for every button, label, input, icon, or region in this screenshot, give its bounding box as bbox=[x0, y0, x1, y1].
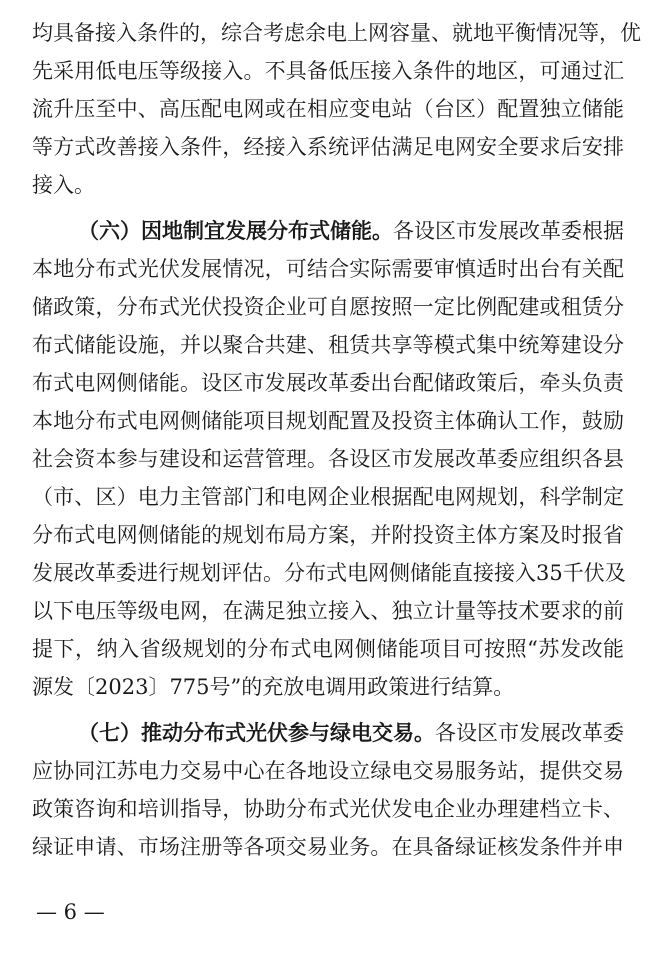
text-line bbox=[32, 714, 624, 752]
section-heading-6: （六）因地制宜发展分布式储能。 bbox=[78, 219, 393, 243]
text-line: 布式储能设施，并以聚合共建、租赁共享等模式集中统筹建设分 bbox=[32, 333, 624, 357]
page-number: — 6 — bbox=[36, 900, 105, 924]
section-heading-7: （七）推动分布式光伏参与绿电交易。 bbox=[78, 721, 435, 745]
paragraph-3 bbox=[32, 714, 624, 866]
text-line: 社会资本参与建设和运营管理。各设区市发展改革委应组织各县 bbox=[32, 447, 624, 471]
text-line: 接入。 bbox=[32, 173, 95, 197]
text-line: 均具备接入条件的，综合考虑余电上网容量、就地平衡情况等，优 bbox=[32, 21, 641, 45]
text-line: （市、区）电力主管部门和电网企业根据配电网规划，科学制定 bbox=[32, 485, 624, 509]
text-line: 绿证申请、市场注册等各项交易业务。在具备绿证核发条件并申 bbox=[32, 835, 624, 859]
text-line: 政策咨询和培训指导，协助分布式光伏发电企业办理建档立卡、 bbox=[32, 797, 624, 821]
text-span: 各设区市发展改革委根据 bbox=[393, 219, 624, 243]
text-line: 提下，纳入省级规划的分布式电网侧储能项目可按照“苏发改能 bbox=[32, 637, 624, 661]
text-line: 布式电网侧储能。设区市发展改革委出台配储政策后，牵头负责 bbox=[32, 371, 624, 395]
text-line: 源发〔2023〕775号”的充放电调用政策进行结算。 bbox=[32, 675, 515, 699]
document-page bbox=[32, 14, 641, 866]
paragraph-2 bbox=[32, 212, 624, 706]
text-line: 本地分布式电网侧储能项目规划配置及投资主体确认工作，鼓励 bbox=[32, 409, 624, 433]
text-line: 本地分布式光伏发展情况，可结合实际需要审慎适时出台有关配 bbox=[32, 257, 624, 281]
text-line: 分布式电网侧储能的规划布局方案，并附投资主体方案及时报省 bbox=[32, 523, 624, 547]
text-line: 应协同江苏电力交易中心在各地设立绿电交易服务站，提供交易 bbox=[32, 759, 624, 783]
text-line: 等方式改善接入条件，经接入系统评估满足电网安全要求后安排 bbox=[32, 135, 624, 159]
text-line: 储政策，分布式光伏投资企业可自愿按照一定比例配建或租赁分 bbox=[32, 295, 624, 319]
text-line: 流升压至中、高压配电网或在相应变电站（台区）配置独立储能 bbox=[32, 97, 624, 121]
text-line: 发展改革委进行规划评估。分布式电网侧储能直接接入35千伏及 bbox=[32, 561, 626, 585]
text-line: 先采用低电压等级接入。不具备低压接入条件的地区，可通过汇 bbox=[32, 59, 624, 83]
text-line: 以下电压等级电网，在满足独立接入、独立计量等技术要求的前 bbox=[32, 599, 624, 623]
text-line bbox=[32, 212, 624, 250]
paragraph-1 bbox=[32, 14, 641, 204]
text-span: 各设区市发展改革委 bbox=[435, 721, 624, 745]
